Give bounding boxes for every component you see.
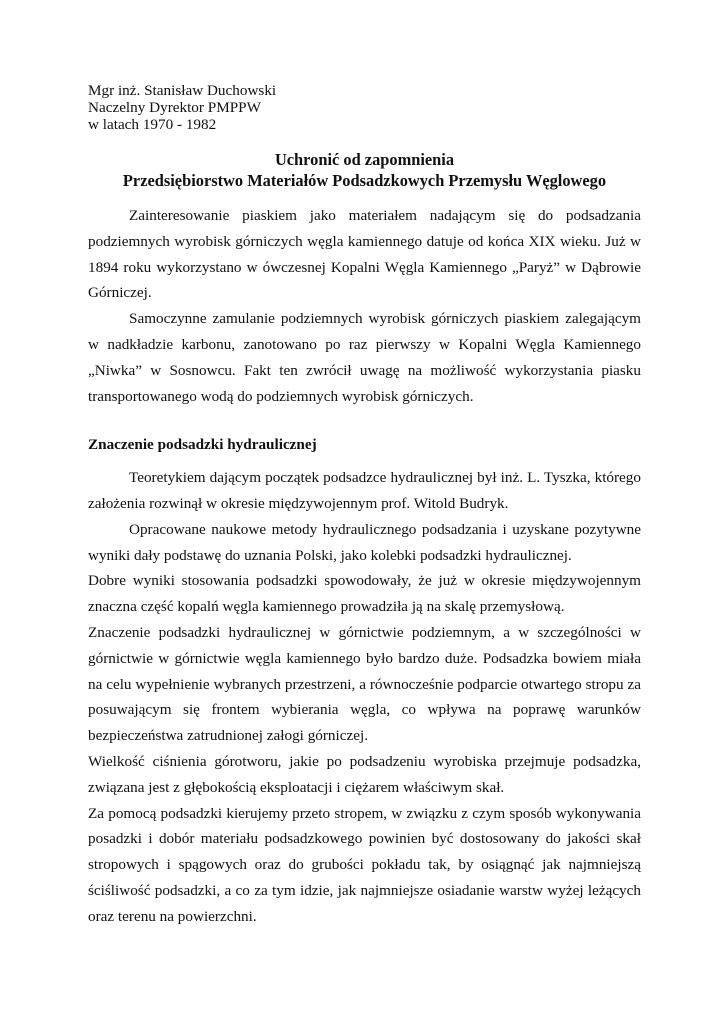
document-title bbox=[88, 149, 641, 191]
document-page bbox=[88, 82, 641, 930]
title-line-2: Przedsiębiorstwo Materiałów Podsadzkowych Przemysłu Węglowego bbox=[122, 171, 607, 190]
section-paragraph: Teoretykiem dającym początek podsadzce hydraulicznej był inż. L. Tyszka, którego założenia rozwinął w okresie międzywojennym prof. Witold Budryk. bbox=[88, 469, 641, 512]
author-position: Naczelny Dyrektor PMPPW bbox=[88, 99, 261, 116]
section-paragraph: Za pomocą podsadzki kierujemy przeto stropem, w związku z czym sposób wykonywania posadzki i dobór materiału podsadzkowego powinien być dostosowany do jakości skał stropowych i spągowych oraz do grubości pokładu tak, by osiągnąć jak najmniejszą ściśliwość podsadzki, a co za tym idzie, jak najmniejsze osiadanie warstw wyżej leżących oraz terenu na powierzchni. bbox=[88, 804, 641, 925]
section-paragraph: Wielkość ciśnienia górotworu, jakie po podsadzeniu wyrobiska przejmuje podsadzka, związana jest z głębokością eksploatacji i ciężarem właściwym skał. bbox=[88, 752, 641, 796]
author-block bbox=[88, 82, 641, 133]
intro-paragraph: Samoczynne zamulanie podziemnych wyrobisk górniczych piaskiem zalegającym w nadkładzie karbonu, zanotowano po raz pierwszy w Kopalni Węgla Kamiennego „Niwka” w Sosnowcu. Fakt ten zwrócił uwagę na możliwość wykorzystania piasku transportowanego wodą do podziemnych wyrobisk górniczych. bbox=[88, 310, 641, 405]
section-paragraph: Dobre wyniki stosowania podsadzki spowodowały, że już w okresie międzywojennym znaczna część kopalń węgla kamiennego prowadziła ją na skalę przemysłową. bbox=[88, 572, 641, 616]
author-name: Mgr inż. Stanisław Duchowski bbox=[88, 82, 277, 99]
title-line-1: Uchronić od zapomnienia bbox=[274, 150, 455, 169]
section-heading: Znaczenie podsadzki hydraulicznej bbox=[88, 436, 317, 454]
author-years: w latach 1970 - 1982 bbox=[88, 116, 217, 133]
section-paragraph: Znaczenie podsadzki hydraulicznej w górnictwie podziemnym, a w szczególności w górnictwie w górnictwie węgla kamiennego było bardzo duże. Podsadzka bowiem miała na celu wypełnienie wybranych przestrzeni, a równocześnie podparcie otwartego stropu za posuwającym się frontem wybierania węgla, co wpływa na poprawę warunków bezpieczeństwa zatrudnionej załogi górniczej. bbox=[88, 623, 641, 745]
intro-paragraph: Zainteresowanie piaskiem jako materiałem nadającym się do podsadzania podziemnych wyrobisk górniczych węgla kamiennego datuje od końca XIX wieku. Już w 1894 roku wykorzystano w ówczesnej Kopalni Węgla Kamiennego „Paryż” w Dąbrowie Górniczej. bbox=[88, 207, 641, 302]
hydraulic-fill-section bbox=[88, 465, 641, 929]
section-paragraph: Opracowane naukowe metody hydraulicznego podsadzania i uzyskane pozytywne wyniki dały podstawę do uznania Polski, jako kolebki podsadzki hydraulicznej. bbox=[88, 520, 641, 564]
intro-section bbox=[88, 203, 641, 409]
